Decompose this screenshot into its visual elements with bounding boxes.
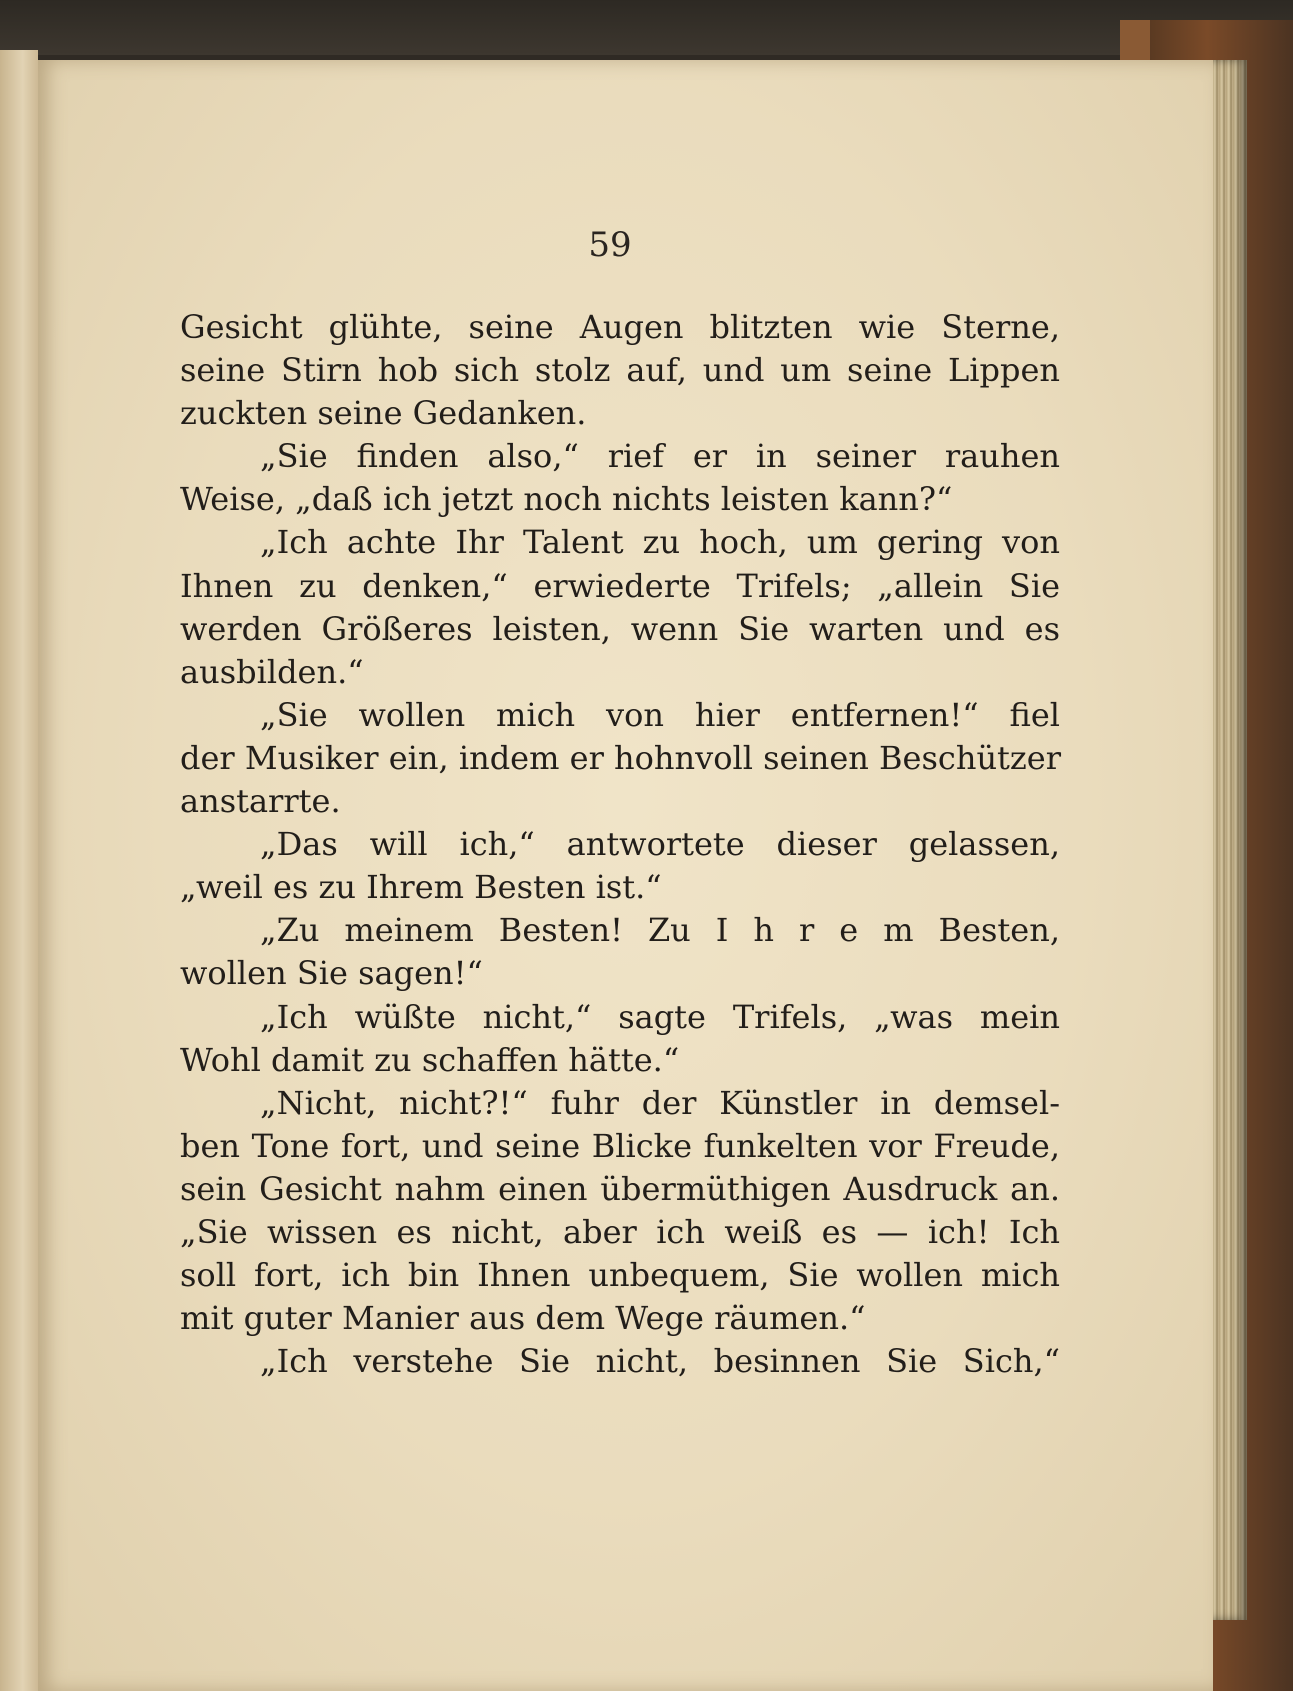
text-line: „Sie wollen mich von hier entfernen!“ fiel (260, 695, 1060, 734)
text-line: der Musiker ein, indem er hohnvoll seinen Beschützer (180, 738, 1061, 777)
text-line: soll fort, ich bin Ihnen unbequem, Sie wollen mich (180, 1256, 1060, 1295)
text-line: Wohl damit zu schaffen hätte.“ (180, 1040, 680, 1079)
facing-page-edge (0, 50, 38, 1691)
text-line: seine Stirn hob sich stolz auf, und um seine Lippen (180, 351, 1060, 390)
text-line: „Sie finden also,“ rief er in seiner rauhen (260, 437, 1060, 476)
text-line: „Ich achte Ihr Talent zu hoch, um gering von (260, 523, 1060, 562)
text-line: wollen Sie sagen!“ (180, 954, 483, 993)
text-line: „Zu meinem Besten! Zu I h r e m Besten, (260, 911, 1060, 950)
text-line: sein Gesicht nahm einen übermüthigen Ausdruck an. (180, 1169, 1060, 1208)
text-line: „Ich wüßte nicht,“ sagte Trifels, „was mein (260, 997, 1060, 1036)
text-line: „Das will ich,“ antwortete dieser gelassen, (260, 825, 1060, 864)
text-line: werden Größeres leisten, wenn Sie warten und es (180, 609, 1060, 648)
text-line: ausbilden.“ (180, 652, 364, 691)
text-line: zuckten seine Gedanken. (180, 394, 587, 433)
text-line: „Nicht, nicht?!“ fuhr der Künstler in demsel- (260, 1083, 1060, 1122)
text-line: ben Tone fort, und seine Blicke funkelten vor Freude, (180, 1126, 1060, 1165)
page-number: 59 (588, 225, 632, 265)
page-body-text (180, 306, 1060, 1383)
text-line: mit guter Manier aus dem Wege räumen.“ (180, 1299, 866, 1338)
text-line: „Ich verstehe Sie nicht, besinnen Sie Sich,“ (260, 1342, 1060, 1381)
text-line: Gesicht glühte, seine Augen blitzten wie Sterne, (180, 308, 1060, 346)
text-line: anstarrte. (180, 782, 341, 821)
scan-background-top (0, 0, 1293, 55)
text-line: „Sie wissen es nicht, aber ich weiß es — ich! Ich (180, 1212, 1060, 1251)
text-line: „weil es zu Ihrem Besten ist.“ (180, 868, 662, 907)
text-line: Ihnen zu denken,“ erwiederte Trifels; „allein Sie (180, 566, 1060, 605)
text-line: Weise, „daß ich jetzt noch nichts leisten kann?“ (180, 480, 953, 519)
